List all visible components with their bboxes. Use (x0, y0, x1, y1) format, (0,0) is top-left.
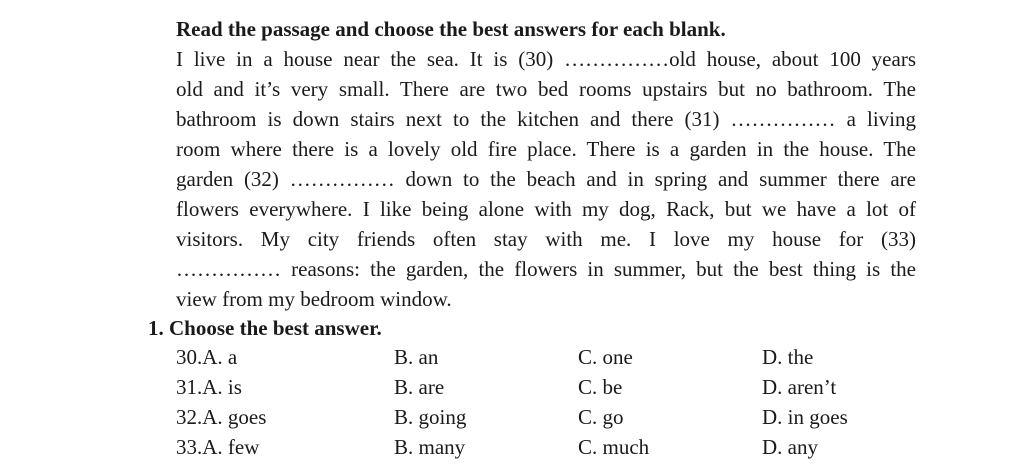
option-c: C. one (578, 345, 633, 369)
question-row-30 (176, 342, 896, 372)
section-title: 1. Choose the best answer. (148, 316, 382, 340)
passage-line: room where there is a lovely old fire place. There is a garden in the house. The (176, 137, 916, 161)
option-b: B. many (394, 435, 466, 459)
option-b: B. are (394, 375, 445, 399)
passage-line: visitors. My city friends often stay with me. I love my house for (33) (176, 227, 916, 251)
option-c: C. much (578, 435, 650, 459)
option-a: 32.A. goes (176, 405, 267, 429)
option-d: D. aren’t (762, 375, 837, 399)
option-a: 33.A. few (176, 435, 260, 459)
passage-line: I live in a house near the sea. It is (30) ……………old house, about 100 years (176, 47, 916, 71)
passage-line: bathroom is down stairs next to the kitchen and there (31) …………… a living (176, 107, 916, 131)
option-d: D. the (762, 345, 814, 369)
exercise-heading: Read the passage and choose the best answers for each blank. (176, 17, 726, 41)
passage-line: view from my bedroom window. (176, 287, 452, 311)
option-c: C. be (578, 375, 623, 399)
answer-options (176, 342, 896, 462)
option-b: B. an (394, 345, 439, 369)
reading-passage (176, 44, 916, 314)
question-row-32 (176, 402, 896, 432)
passage-line: flowers everywhere. I like being alone with my dog, Rack, but we have a lot of (176, 197, 916, 221)
passage-line: old and it’s very small. There are two bed rooms upstairs but no bathroom. The (176, 77, 916, 101)
passage-line: …………… reasons: the garden, the flowers in summer, but the best thing is the (176, 257, 916, 281)
option-a: 31.A. is (176, 375, 242, 399)
option-d: D. in goes (762, 405, 848, 429)
option-c: C. go (578, 405, 624, 429)
option-d: D. any (762, 435, 818, 459)
question-row-31 (176, 372, 896, 402)
option-a: 30.A. a (176, 345, 238, 369)
option-b: B. going (394, 405, 467, 429)
question-row-33 (176, 432, 896, 462)
passage-line: garden (32) …………… down to the beach and in spring and summer there are (176, 167, 916, 191)
exercise-document (176, 14, 916, 314)
